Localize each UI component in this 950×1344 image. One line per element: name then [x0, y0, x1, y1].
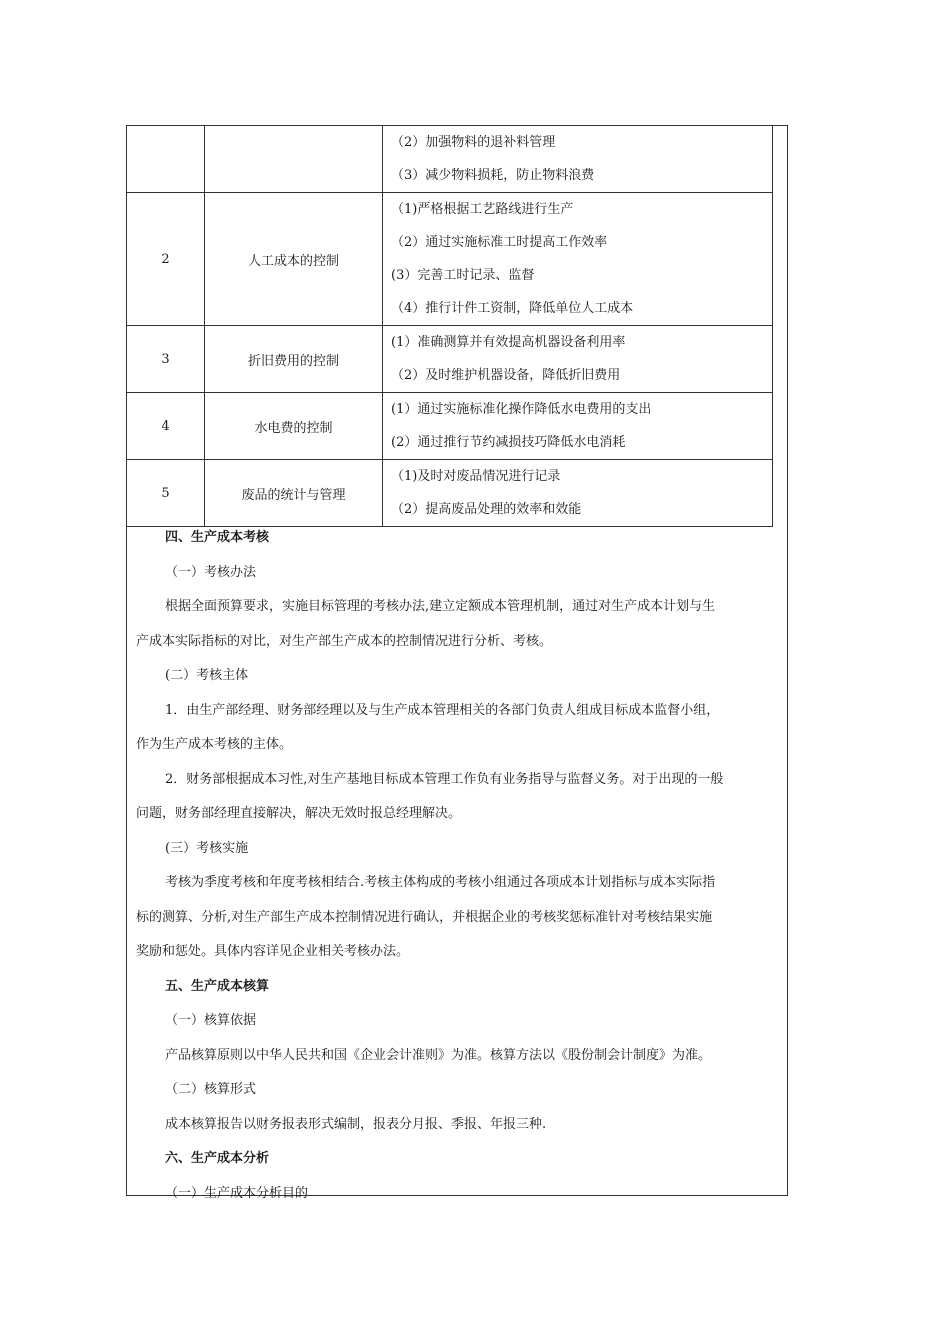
section-heading: 六、生产成本分析	[165, 1151, 270, 1166]
control-measures	[383, 393, 773, 460]
section-heading: 五、生产成本核算	[165, 978, 270, 994]
table-row	[127, 393, 773, 460]
control-measures	[383, 193, 773, 326]
subsection-heading: （一）核算依据	[165, 1013, 257, 1028]
measure-line: （2）加强物料的退补料管理	[391, 135, 556, 150]
control-measures	[383, 126, 773, 193]
subsection-heading: （一）考核办法	[165, 564, 257, 580]
measure-line: （2）通过实施标准工时提高工作效率	[391, 235, 608, 250]
measure-line: （2）及时维护机器设备，降低折旧费用	[391, 368, 621, 383]
table-row	[127, 326, 773, 393]
table-row	[127, 126, 773, 193]
section-heading: 四、生产成本考核	[165, 530, 270, 545]
paragraph-line: 问题，财务部经理直接解决，解决无效时报总经理解决。	[136, 806, 462, 821]
paragraph-line: 标的测算、分析,对生产部生产成本控制情况进行确认，并根据企业的考核奖惩标准针对考核结果实施	[136, 909, 713, 925]
subsection-heading: (三）考核实施	[165, 840, 249, 856]
control-measures	[383, 460, 773, 527]
paragraph-line: 奖励和惩处。具体内容详见企业相关考核办法。	[136, 944, 410, 959]
measure-line: (2）通过推行节约减损技巧降低水电消耗	[391, 435, 626, 450]
paragraph-line: 1．由生产部经理、财务部经理以及与生产成本管理相关的各部门负责人组成目标成本监督小组，	[165, 702, 720, 718]
subsection-heading: （一）生产成本分析目的	[165, 1185, 309, 1201]
row-number	[127, 126, 205, 193]
control-item: 废品的统计与管理	[205, 460, 383, 527]
row-number: 4	[127, 393, 205, 460]
control-item: 人工成本的控制	[205, 193, 383, 326]
control-item	[205, 126, 383, 193]
table-row	[127, 193, 773, 326]
measure-line: (3）完善工时记录、监督	[391, 268, 535, 283]
control-item: 水电费的控制	[205, 393, 383, 460]
document-body	[136, 521, 780, 1211]
paragraph-line: 产品核算原则以中华人民共和国《企业会计准则》为准。核算方法以《股份制会计制度》为准。	[165, 1047, 712, 1063]
paragraph-line: 作为生产成本考核的主体。	[136, 737, 293, 752]
measure-line: (1）准确测算并有效提高机器设备利用率	[391, 335, 626, 350]
control-measures	[383, 326, 773, 393]
paragraph-line: 产成本实际指标的对比，对生产部生产成本的控制情况进行分析、考核。	[136, 633, 553, 649]
paragraph-line: 根据全面预算要求，实施目标管理的考核办法,建立定额成本管理机制，通过对生产成本计划与生	[165, 599, 716, 614]
measure-line: （2）提高废品处理的效率和效能	[391, 502, 582, 517]
paragraph-line: 考核为季度考核和年度考核相结合.考核主体构成的考核小组通过各项成本计划指标与成本实际指	[165, 875, 716, 890]
row-number: 2	[127, 193, 205, 326]
subsection-heading: （二）核算形式	[165, 1082, 257, 1097]
cost-control-table	[126, 125, 773, 527]
paragraph-line: 成本核算报告以财务报表形式编制，报表分月报、季报、年报三种.	[165, 1116, 547, 1132]
measure-line: (1）通过实施标准化操作降低水电费用的支出	[391, 402, 652, 417]
subsection-heading: (二）考核主体	[165, 668, 249, 683]
measure-line: （1)严格根据工艺路线进行生产	[391, 202, 574, 217]
row-number: 3	[127, 326, 205, 393]
measure-line: （1)及时对废品情况进行记录	[391, 469, 561, 484]
row-number: 5	[127, 460, 205, 527]
paragraph-line: 2．财务部根据成本习性,对生产基地目标成本管理工作负有业务指导与监督义务。对于出现的一般	[165, 771, 724, 787]
measure-line: （4）推行计件工资制，降低单位人工成本	[391, 301, 634, 316]
measure-line: （3）减少物料损耗，防止物料浪费	[391, 168, 595, 183]
control-item: 折旧费用的控制	[205, 326, 383, 393]
table-row	[127, 460, 773, 527]
